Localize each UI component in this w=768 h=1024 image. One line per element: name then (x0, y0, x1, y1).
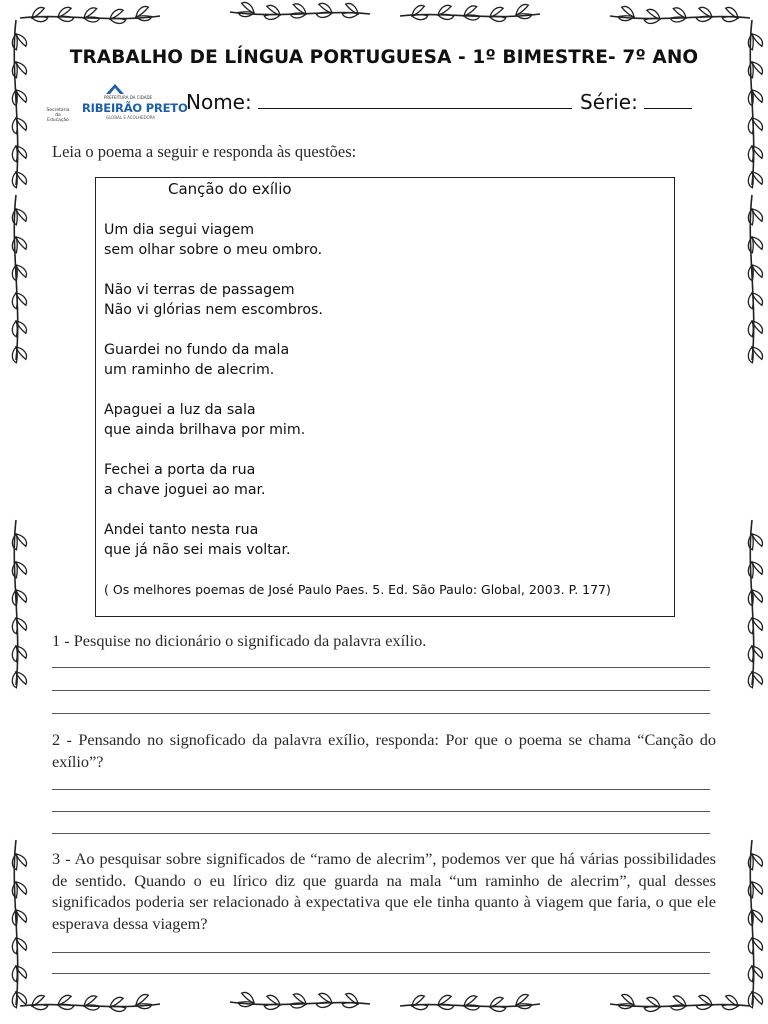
poem-stanza (104, 220, 322, 260)
poem-reference: ( Os melhores poemas de José Paulo Paes. 5. Ed. São Paulo: Global, 2003. P. 177) (104, 582, 611, 597)
poem-verse: Não vi terras de passagem (104, 282, 295, 298)
worksheet-title: TRABALHO DE LÍNGUA PORTUGUESA - 1º BIMESTRE- 7º ANO (69, 47, 699, 68)
poem-stanza (104, 400, 305, 440)
name-label: Nome: (186, 90, 252, 114)
logo-prefeitura-text: PREFEITURA DA CIDADE (104, 95, 153, 100)
poem-stanza (104, 460, 266, 500)
poem-verse: a chave joguei ao mar. (104, 482, 266, 498)
answer-line[interactable] (52, 811, 710, 812)
grade-blank-line[interactable] (644, 90, 692, 109)
name-field[interactable] (186, 90, 572, 114)
poem-verse: Andei tanto nesta rua (104, 522, 259, 538)
poem-verse: Não vi glórias nem escombros. (104, 302, 323, 318)
city-education-logo (46, 82, 188, 128)
question-3: 3 - Ao pesquisar sobre significados de “ramo de alecrim”, podemos ver que há várias possibilidades de sentido. Quando o eu lírico diz que guarda na mala “um raminho de alecrim”, qual desses significados poderia ser relacionado à expectativa que ele tinha quanto à viagem que faria, o que ele esperava dessa viagem? (52, 849, 716, 933)
poem-stanza (104, 520, 291, 560)
poem-verse: Um dia segui viagem (104, 222, 255, 238)
logo-tagline: GLOBAL E ACOLHEDORA (106, 115, 156, 120)
poem-verse: que já não sei mais voltar. (104, 542, 291, 558)
poem-verse: Apaguei a luz da sala (104, 402, 256, 418)
answer-line[interactable] (52, 713, 710, 714)
logo-emblem-icon (104, 82, 126, 96)
poem-verse: Guardei no fundo da mala (104, 342, 290, 358)
answer-line[interactable] (52, 833, 710, 834)
poem-title: Canção do exílio (168, 180, 292, 198)
instructions-text: Leia o poema a seguir e responda às questões: (52, 142, 357, 161)
question-1: 1 - Pesquise no dicionário o significado da palavra exílio. (52, 631, 427, 650)
logo-city-name: RIBEIRÃO PRETO (82, 101, 188, 115)
poem-verse: que ainda brilhava por mim. (104, 422, 306, 438)
poem-verse: um raminho de alecrim. (104, 362, 275, 378)
grade-label: Série: (580, 90, 638, 114)
answer-line[interactable] (52, 789, 710, 790)
poem-verse: Fechei a porta da rua (104, 462, 256, 478)
question-2: 2 - Pensando no signoficado da palavra exílio, responda: Por que o poema se chama “Canção do exílio”? (52, 730, 716, 771)
grade-field[interactable] (580, 90, 692, 114)
answer-line[interactable] (52, 952, 710, 953)
answer-line[interactable] (52, 690, 710, 691)
poem-box (95, 177, 675, 617)
poem-stanza (104, 340, 289, 380)
logo-secretaria-text: Secretaria da Educação (46, 108, 70, 123)
name-blank-line[interactable] (258, 90, 572, 109)
answer-line[interactable] (52, 973, 710, 974)
poem-verse: sem olhar sobre o meu ombro. (104, 242, 323, 258)
poem-stanza (104, 280, 323, 320)
answer-line[interactable] (52, 667, 710, 668)
